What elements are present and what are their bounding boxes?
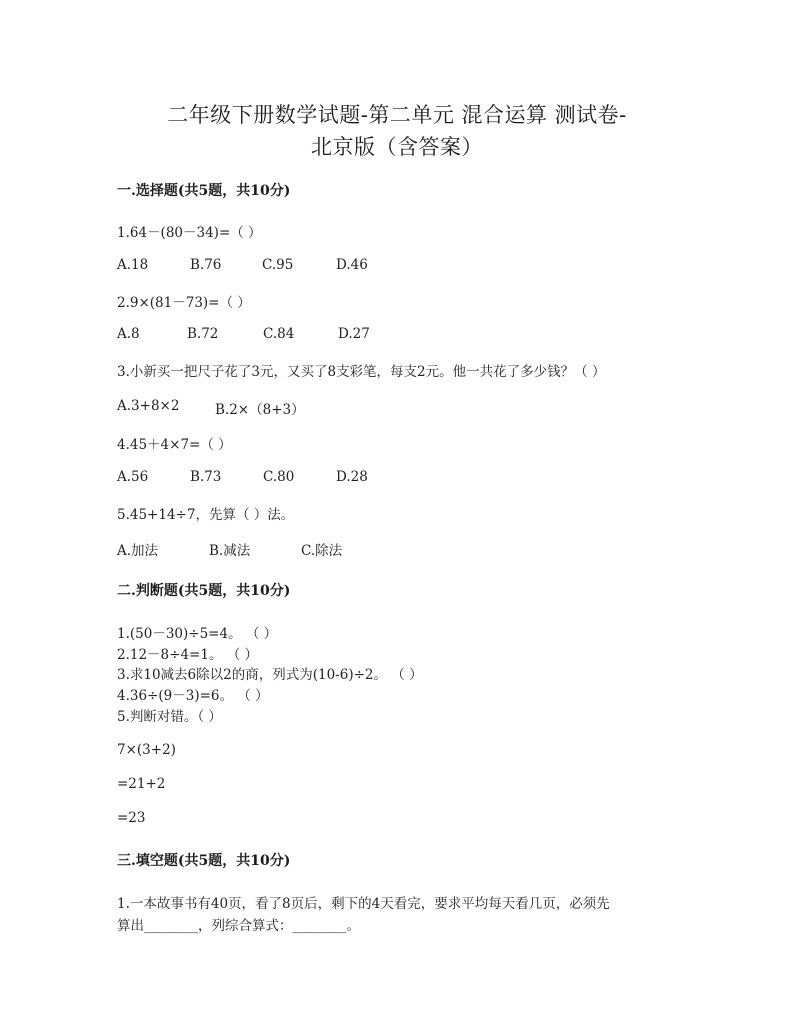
question-4-stem: 4.45＋4×7=（ ） — [117, 437, 232, 453]
question-4-option-b: B.73 — [190, 469, 222, 485]
question-1-option-d: D.46 — [336, 257, 368, 273]
document-title-line-2: 北京版（含答案） — [311, 135, 483, 159]
question-4-option-c: C.80 — [263, 469, 295, 485]
fill-question-1-line-2: 算出________，列综合算式：________。 — [117, 918, 360, 934]
calc-step-1: 7×(3+2) — [117, 742, 176, 758]
question-3-stem: 3.小新买一把尺子花了3元，又买了8支彩笔，每支2元。他一共花了多少钱？（ ） — [117, 364, 606, 380]
judgment-item-1: 1.(50－30)÷5=4。 （ ） — [117, 626, 278, 642]
section-2-header: 二.判断题(共5题，共10分) — [117, 583, 291, 599]
question-1-stem: 1.64－(80－34)=（ ） — [117, 225, 262, 241]
document-title-line-1: 二年级下册数学试题-第二单元 混合运算 测试卷- — [167, 103, 627, 127]
question-1-option-b: B.76 — [190, 257, 222, 273]
question-2-option-a: A.8 — [117, 326, 140, 342]
judgment-item-2: 2.12－8÷4=1。 （ ） — [117, 647, 259, 663]
question-4-option-a: A.56 — [117, 469, 149, 485]
section-3-header: 三.填空题(共5题，共10分) — [117, 853, 291, 869]
judgment-item-4: 4.36÷(9－3)=6。 （ ） — [117, 688, 269, 704]
question-1-option-c: C.95 — [262, 257, 294, 273]
question-3-option-b: B.2×（8+3） — [215, 402, 305, 418]
question-1-option-a: A.18 — [117, 257, 149, 273]
calc-step-3: =23 — [117, 810, 146, 826]
question-2-option-d: D.27 — [338, 326, 370, 342]
question-2-option-c: C.84 — [263, 326, 295, 342]
question-4-option-d: D.28 — [336, 469, 368, 485]
judgment-item-3: 3.求10减去6除以2的商，列式为(10-6)÷2。 （ ） — [117, 667, 423, 683]
judgment-item-5: 5.判断对错。（ ） — [117, 709, 222, 725]
calc-step-2: =21+2 — [117, 776, 166, 792]
question-5-option-c: C.除法 — [301, 543, 343, 559]
question-3-option-a: A.3+8×2 — [117, 398, 180, 414]
fill-question-1-line-1: 1.一本故事书有40页，看了8页后，剩下的4天看完，要求平均每天看几页，必须先 — [117, 896, 610, 912]
question-5-option-a: A.加法 — [117, 543, 159, 559]
question-5-stem: 5.45+14÷7，先算（ ）法。 — [117, 507, 295, 523]
question-5-option-b: B.减法 — [209, 543, 251, 559]
question-2-option-b: B.72 — [187, 326, 219, 342]
section-1-header: 一.选择题(共5题，共10分) — [117, 183, 291, 199]
question-2-stem: 2.9×(81－73)=（ ） — [117, 295, 251, 311]
